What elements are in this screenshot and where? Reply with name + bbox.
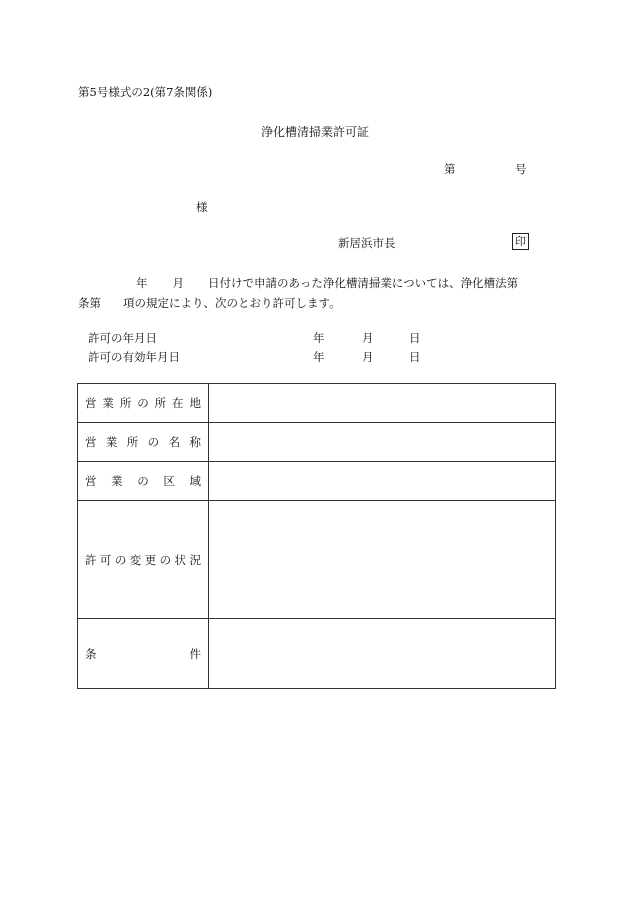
permit-date-day: 日 [409, 331, 421, 345]
expiry-date-month: 月 [362, 350, 374, 364]
body-article: 条第 [78, 296, 101, 310]
body-line-1 [78, 273, 518, 293]
business-area-value[interactable] [209, 462, 556, 501]
permit-change-status-value[interactable] [209, 501, 556, 619]
body-line1-text: 日付けで申請のあった浄化槽清掃業については、浄化槽法第 [208, 276, 519, 290]
body-paragraph [78, 273, 518, 313]
expiry-date-day: 日 [409, 350, 421, 364]
permit-number-prefix: 第 [444, 162, 456, 176]
body-year: 年 [136, 276, 148, 290]
table-row [78, 384, 556, 423]
permit-change-status-label: 許 可 の 変 更 の 状 況 [78, 501, 209, 619]
seal-mark: 印 [512, 233, 529, 250]
table-row [78, 462, 556, 501]
table-row [78, 423, 556, 462]
permit-date-label: 許可の年月日 [88, 331, 157, 345]
office-address-label: 営 業 所 の 所 在 地 [78, 384, 209, 423]
form-number: 第5号様式の2(第7条関係) [78, 85, 213, 99]
body-line2-text: 項の規定により、次のとおり許可します。 [123, 296, 341, 310]
body-month: 月 [172, 276, 184, 290]
office-name-label: 営 業 所 の 名 称 [78, 423, 209, 462]
table-row [78, 501, 556, 619]
permit-date-year: 年 [313, 331, 325, 345]
office-name-value[interactable] [209, 423, 556, 462]
conditions-label: 条 件 [78, 619, 209, 689]
permit-details-table [77, 383, 556, 689]
table-row [78, 619, 556, 689]
issuer-name: 新居浜市長 [338, 236, 396, 250]
office-address-value[interactable] [209, 384, 556, 423]
document-title: 浄化槽清掃業許可証 [260, 125, 369, 139]
body-line-2 [78, 293, 518, 313]
business-area-label: 営 業 の 区 域 [78, 462, 209, 501]
addressee-suffix: 様 [196, 200, 208, 214]
expiry-date-year: 年 [313, 350, 325, 364]
permit-date-month: 月 [362, 331, 374, 345]
expiry-date-label: 許可の有効年月日 [88, 350, 180, 364]
permit-number-suffix: 号 [515, 162, 527, 176]
conditions-value[interactable] [209, 619, 556, 689]
